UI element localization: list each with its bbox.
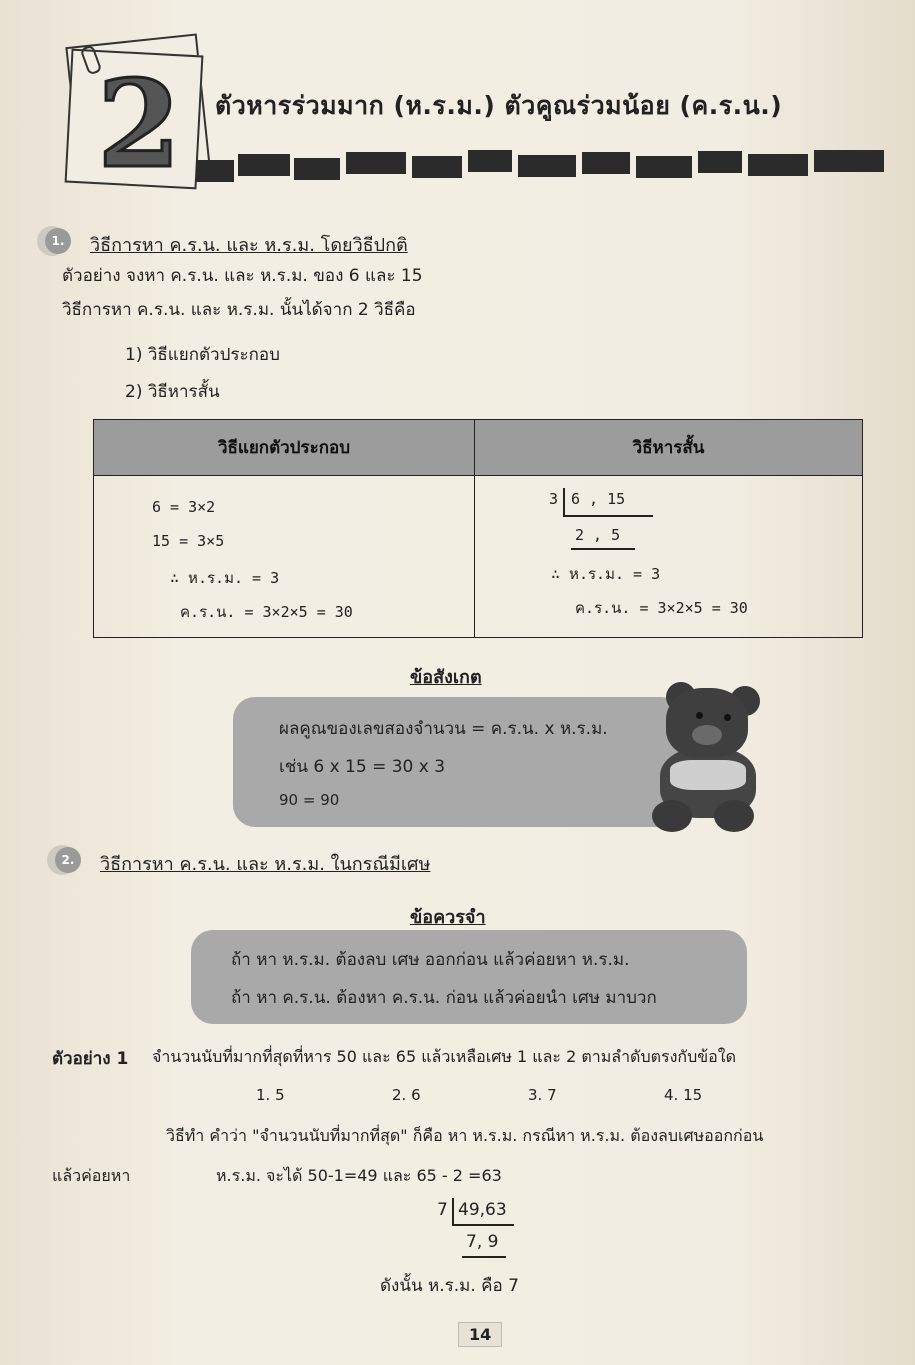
remember-title: ข้อควรจำ <box>410 907 486 928</box>
division-hcf: ∴ ห.ร.ม. = 3 <box>551 565 661 583</box>
solution-line-1: วิธีทำ คำว่า "จำนวนนับที่มากที่สุด" ก็คือ หา ห.ร.ม. กรณีหา ห.ร.ม. ต้องลบเศษออกก่อน <box>166 1126 764 1145</box>
division-quotient: 2 , 5 <box>575 526 621 544</box>
factor-line-1: 6 = 3×2 <box>152 498 216 516</box>
long-division-bar-vertical <box>452 1198 454 1224</box>
chapter-title: ตัวหารร่วมมาก (ห.ร.ม.) ตัวคูณร่วมน้อย (ค.ร.น.) <box>215 91 783 120</box>
table-header-factorization: วิธีแยกตัวประกอบ <box>94 420 475 476</box>
quotient-underline <box>571 548 635 550</box>
chapter-badge <box>62 40 212 195</box>
choice-2: 2. 6 <box>392 1086 421 1104</box>
observation-box <box>233 697 683 827</box>
division-dividend: 6 , 15 <box>571 490 626 508</box>
long-division-bar-horizontal <box>452 1224 514 1226</box>
factor-lcm: ค.ร.น. = 3×2×5 = 30 <box>180 603 353 621</box>
long-division-dividend: 49,63 <box>458 1200 507 1220</box>
table-cell-factorization <box>94 476 475 638</box>
decorative-brush-stripe <box>196 150 886 180</box>
section2-heading: วิธีการหา ค.ร.น. และ ห.ร.ม. ในกรณีมีเศษ <box>100 854 431 875</box>
observation-line-2: เช่น 6 x 15 = 30 x 3 <box>279 757 446 777</box>
observation-line-1: ผลคูณของเลขสองจำนวน = ค.ร.น. x ห.ร.ม. <box>279 719 608 739</box>
factor-hcf: ∴ ห.ร.ม. = 3 <box>170 569 280 587</box>
observation-title: ข้อสังเกต <box>410 667 482 688</box>
section2-bullet: 2. <box>55 847 81 873</box>
table-header-short-division: วิธีหารสั้น <box>475 420 863 476</box>
comparison-table <box>93 419 863 638</box>
method-factorization: 1) วิธีแยกตัวประกอบ <box>125 345 280 365</box>
chapter-number: 2 <box>97 54 181 195</box>
section1-methods-intro: วิธีการหา ค.ร.น. และ ห.ร.ม. นั้นได้จาก 2 วิธีคือ <box>62 300 416 320</box>
section1-heading: วิธีการหา ค.ร.น. และ ห.ร.ม. โดยวิธีปกติ <box>90 235 408 256</box>
long-division-quotient: 7, 9 <box>466 1232 499 1252</box>
choice-3: 3. 7 <box>528 1086 557 1104</box>
conclusion: ดังนั้น ห.ร.ม. คือ 7 <box>380 1276 519 1296</box>
table-cell-short-division <box>475 476 863 638</box>
solution-line-2-start: แล้วค่อยหา <box>52 1166 131 1185</box>
section1-example: ตัวอย่าง จงหา ค.ร.น. และ ห.ร.ม. ของ 6 และ 15 <box>62 266 423 286</box>
division-lcm: ค.ร.น. = 3×2×5 = 30 <box>575 599 748 617</box>
observation-line-3: 90 = 90 <box>279 791 340 809</box>
division-divisor: 3 <box>549 490 559 508</box>
solution-line-2-rest: ห.ร.ม. จะได้ 50-1=49 และ 65 - 2 =63 <box>216 1166 502 1185</box>
remember-line-2: ถ้า หา ค.ร.น. ต้องหา ค.ร.น. ก่อน แล้วค่อยนำ เศษ มาบวก <box>231 988 657 1008</box>
choice-4: 4. 15 <box>664 1086 703 1104</box>
long-division-divisor: 7 <box>437 1200 448 1220</box>
quotient-underline-2 <box>462 1256 506 1258</box>
remember-box <box>191 930 747 1024</box>
example-label: ตัวอย่าง 1 <box>52 1049 129 1069</box>
choice-1: 1. 5 <box>256 1086 285 1104</box>
factor-line-2: 15 = 3×5 <box>152 532 225 550</box>
page-number: 14 <box>458 1322 502 1347</box>
remember-line-1: ถ้า หา ห.ร.ม. ต้องลบ เศษ ออกก่อน แล้วค่อยหา ห.ร.ม. <box>231 950 630 970</box>
example-question: จำนวนนับที่มากที่สุดที่หาร 50 และ 65 แล้วเหลือเศษ 1 และ 2 ตามลำดับตรงกับข้อใด <box>152 1047 736 1066</box>
division-bar-vertical <box>563 488 565 516</box>
teddy-bear-illustration <box>648 680 768 850</box>
division-bar-horizontal <box>563 515 653 517</box>
section1-bullet: 1. <box>45 228 71 254</box>
method-short-division: 2) วิธีหารสั้น <box>125 382 220 402</box>
